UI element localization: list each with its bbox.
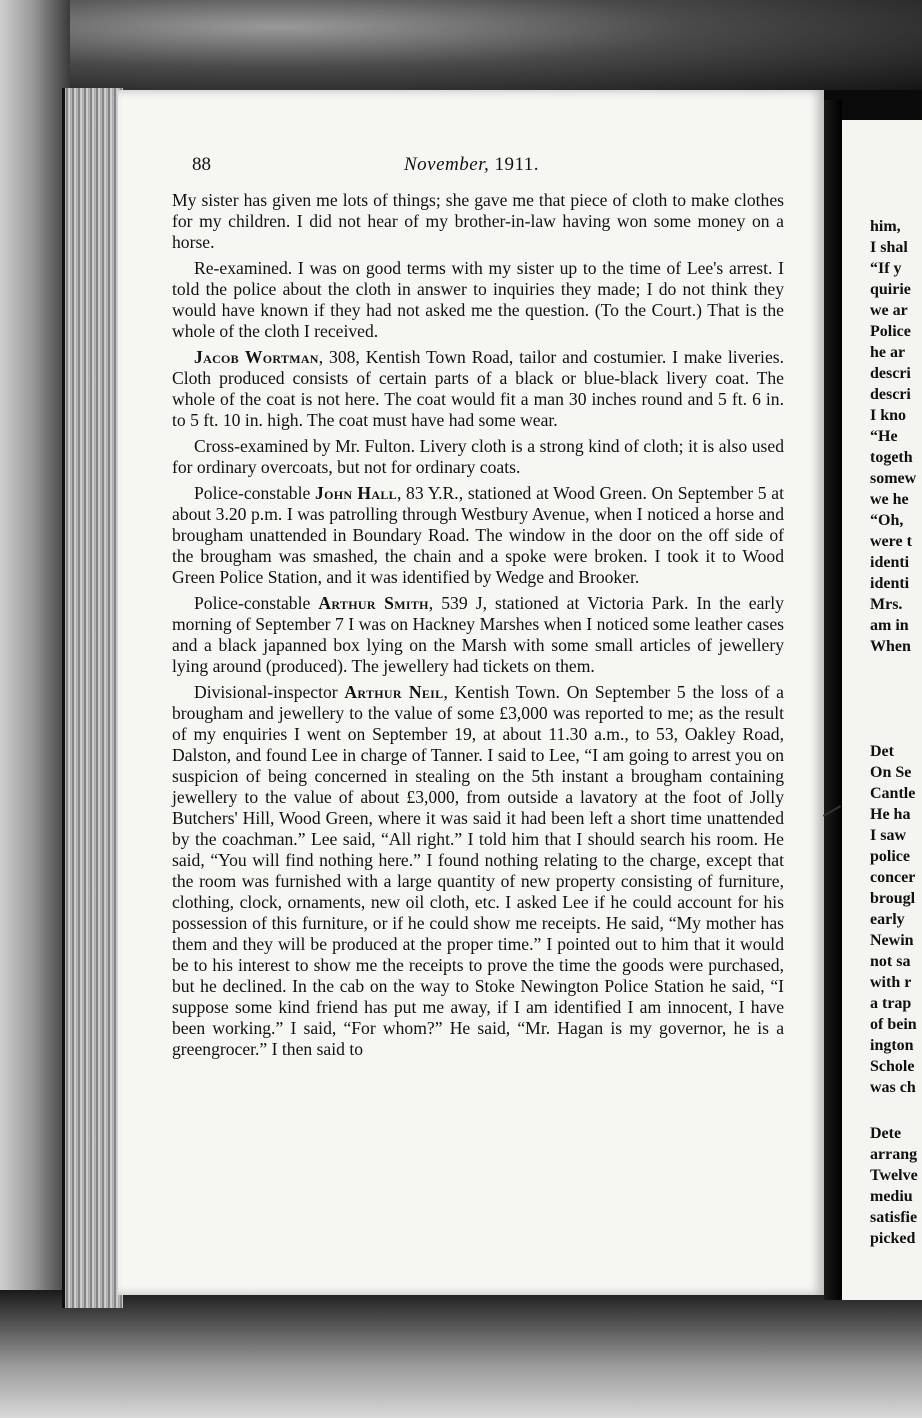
right-page-line: him, bbox=[870, 218, 901, 235]
running-title bbox=[404, 154, 539, 176]
paragraph bbox=[172, 258, 784, 342]
paragraph-text: , Kentish Town. On September 5 the loss of a brougham and jewellery to the value of some £3,000 was reported to me; as the result of my enquiries I went on September 19, at about 11.30 a.m., to 53, Oakley Road, Dalston, and found Lee in charge of Tanner. I said to Lee, “I am going to arrest you on suspicion of being concerned in stealing on the 5th instant a brougham containing jewellery to the value of about £3,000, from outside a lavatory at the foot of Jolly Butchers' Hill, Wood Green, where it was said it had been left a short time unattended by the coachman.” Lee said, “All right.” I told him that I should search his room. He said, “You will find nothing here.” I found nothing relating to the charge, except that the room was furnished with a large quantity of new property consisting of furniture, clothing, clock, ornaments, new oil cloth, etc. I asked Lee if he could account for his possession of this furniture, or if he could show me receipts. He said, “My mother has them and they will be produced at the proper time.” I pointed out to him that it would be to his interest to show me the receipts to prove the time the goods were purchased, but he declined. In the cab on the way to Stoke Newington Police Station he said, “I suppose some kind friend has put me away, if I am identified I am innocent, I have been working.” I said, “For whom?” He said, “Mr. Hagan is my governor, he is a greengrocer.” I then said to bbox=[172, 682, 784, 1059]
right-page-line: concer bbox=[870, 869, 916, 886]
photo-background-bottom bbox=[0, 1290, 922, 1418]
paragraph-text: Re-examined. I was on good terms with my sister up to the time of Lee's arrest. I told the police about the cloth in answer to inquiries they made; I do not think they would have known if they had not asked me the question. (To the Court.) That is the whole of the cloth I received. bbox=[172, 258, 784, 341]
page-body-text bbox=[172, 190, 784, 1065]
paragraph-text: , 539 J, stationed at Victoria Park. In the early morning of September 7 I was on Hackney Marshes when I noticed some leather cases and a black japanned box lying on the Marsh with some small articles of jewellery lying around (produced). The jewellery had tickets on them. bbox=[172, 593, 784, 676]
right-page-line: he ar bbox=[870, 344, 906, 361]
paragraph-gap bbox=[870, 1098, 922, 1123]
right-page-line: Cantle bbox=[870, 785, 916, 802]
right-page-line: not sa bbox=[870, 953, 911, 970]
right-page-line: Police bbox=[870, 323, 911, 340]
right-page-line: “He bbox=[870, 428, 898, 445]
right-page-line: we ar bbox=[870, 302, 908, 319]
right-page-line: He ha bbox=[870, 806, 911, 823]
right-page-line: brougl bbox=[870, 890, 916, 907]
paragraph-text: , 308, Kentish Town Road, tailor and costumier. I make liveries. Cloth produced consists of certain parts of a black or blue-black livery coat. The whole of the coat is not here. The coat would fit a man 30 inches round and 5 ft. 6 in. to 5 ft. 10 in. high. The coat must have had some wear. bbox=[172, 347, 784, 430]
right-page-line: I kno bbox=[870, 407, 907, 424]
right-page-line: picked bbox=[870, 1230, 916, 1247]
right-page-line: am in bbox=[870, 617, 909, 634]
right-page-line: Twelve bbox=[870, 1167, 918, 1184]
right-page-line: descri bbox=[870, 386, 911, 403]
paragraph-text: Police-constable bbox=[194, 483, 316, 503]
witness-name: Jacob Wortman bbox=[194, 347, 319, 367]
right-page-line: mediu bbox=[870, 1188, 913, 1205]
page-header bbox=[176, 154, 776, 184]
right-page-line: identi bbox=[870, 554, 910, 571]
right-page-line: somew bbox=[870, 470, 917, 487]
right-page-line: Schole bbox=[870, 1058, 915, 1075]
book-gutter bbox=[824, 100, 842, 1300]
right-page-line: I shal bbox=[870, 239, 908, 256]
paragraph-text: Cross-examined by Mr. Fulton. Livery cloth is a strong kind of cloth; it is also used for ordinary overcoats, but not for ordinary coats. bbox=[172, 436, 784, 477]
right-page-line: we he bbox=[870, 491, 909, 508]
paragraph bbox=[172, 483, 784, 588]
paragraph-text: My sister has given me lots of things; she gave me that piece of cloth to make clothes for my children. I did not hear of my brother-in-law having won some money on a horse. bbox=[172, 190, 784, 252]
right-page-line: identi bbox=[870, 575, 910, 592]
right-page-line: descri bbox=[870, 365, 911, 382]
paragraph bbox=[172, 190, 784, 253]
paragraph-text: Police-constable bbox=[194, 593, 319, 613]
paragraph-text: Divisional-inspector bbox=[194, 682, 345, 702]
right-page-line: On Se bbox=[870, 764, 912, 781]
right-page-line: Newin bbox=[870, 932, 914, 949]
right-page-line: Det bbox=[870, 743, 894, 760]
right-page-line: “Oh, bbox=[870, 512, 904, 529]
paragraph bbox=[172, 593, 784, 677]
right-page-line: togeth bbox=[870, 449, 913, 466]
right-page-line: arrang bbox=[870, 1146, 918, 1163]
right-page-line: police bbox=[870, 848, 910, 865]
right-page-line: were t bbox=[870, 533, 912, 550]
right-page-line: early bbox=[870, 911, 905, 928]
photo-background-top bbox=[0, 0, 922, 90]
right-page-text-fragments bbox=[870, 216, 922, 1249]
page-number: 88 bbox=[192, 154, 211, 175]
witness-name: Arthur Smith bbox=[318, 593, 429, 613]
right-page-line: “If y bbox=[870, 260, 902, 277]
right-page-line: Dete bbox=[870, 1125, 902, 1142]
right-page-line: satisfie bbox=[870, 1209, 918, 1226]
paragraph-text: , 83 Y.R., stationed at Wood Green. On September 5 at about 3.20 p.m. I was patrolling through Westbury Avenue, when I noticed a horse and brougham unattended in Boundary Road. The window in the door on the off side of the brougham was smashed, the chain and a spoke were broken. I took it to Wood Green Police Station, and it was identified by Wedge and Brooker. bbox=[172, 483, 784, 587]
right-page-line: Mrs. bbox=[870, 596, 903, 613]
right-page-line: When bbox=[870, 638, 911, 655]
right-page-line: with r bbox=[870, 974, 912, 991]
paragraph bbox=[172, 436, 784, 478]
running-title-month: November, bbox=[404, 154, 490, 175]
paragraph-gap bbox=[870, 657, 922, 741]
right-page-line: a trap bbox=[870, 995, 912, 1012]
photo-background-left bbox=[0, 0, 70, 1418]
right-page-line: was ch bbox=[870, 1079, 916, 1096]
right-page-line: I saw bbox=[870, 827, 907, 844]
right-page-line: ington bbox=[870, 1037, 914, 1054]
right-page-line: quirie bbox=[870, 281, 911, 298]
book-binding-edge bbox=[62, 88, 123, 1308]
witness-name: Arthur Neil bbox=[344, 682, 444, 702]
paragraph bbox=[172, 682, 784, 1060]
witness-name: John Hall bbox=[315, 483, 397, 503]
right-page-line: of bein bbox=[870, 1016, 917, 1033]
running-title-year: 1911. bbox=[494, 154, 540, 175]
paragraph bbox=[172, 347, 784, 431]
